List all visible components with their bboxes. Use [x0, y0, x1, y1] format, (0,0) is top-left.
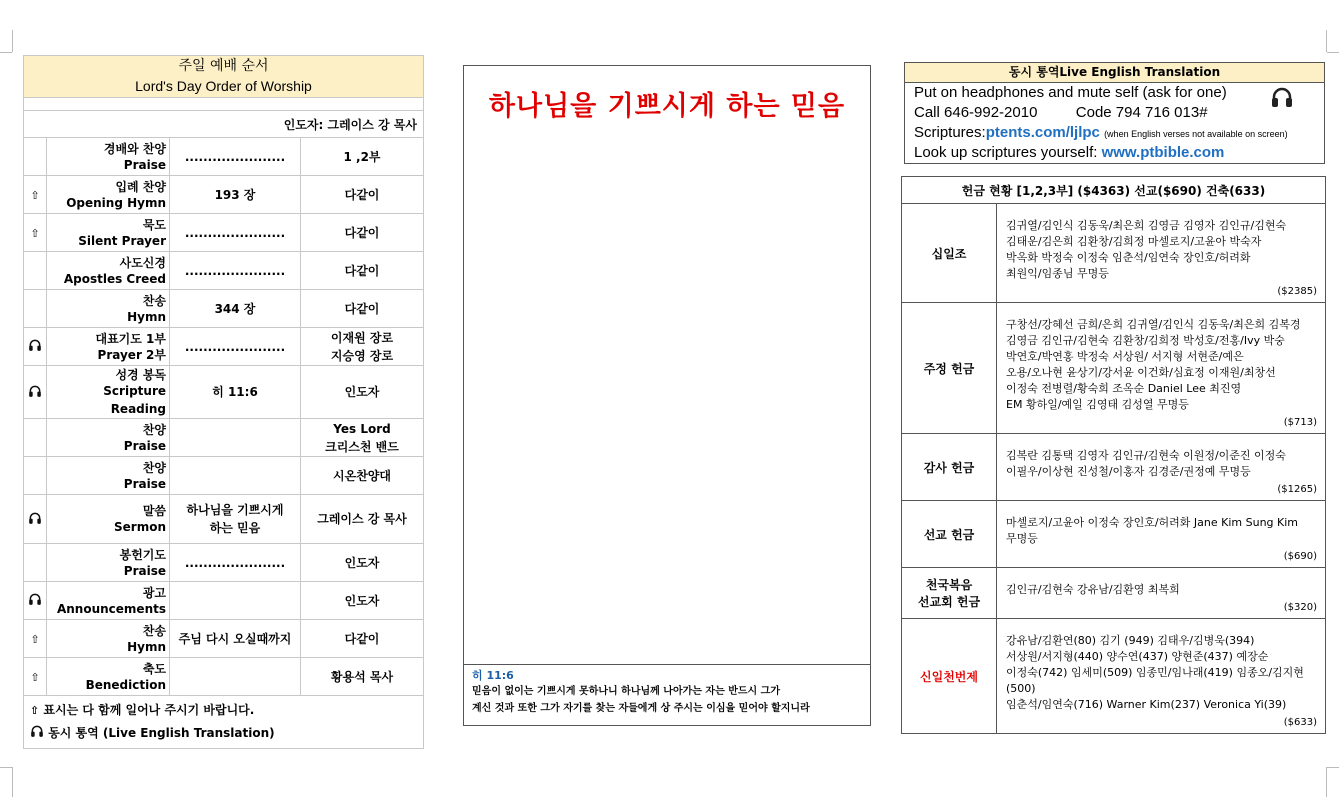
- row-by: [301, 419, 424, 457]
- translation-header: 동시 통역Live English Translation: [905, 63, 1324, 83]
- item-en: Prayer 2부: [97, 347, 166, 362]
- by-text: 다같이: [344, 225, 380, 240]
- donor-line: 박옥화 박정숙 이정숙 임춘석/임연숙 장인호/허려화: [1006, 251, 1251, 264]
- note-translation: 동시 통역 (Live English Translation): [48, 726, 275, 741]
- row-by: [301, 544, 424, 582]
- row-item: [47, 138, 170, 176]
- offering-row: [902, 619, 1326, 734]
- category-label-2: 선교회 헌금: [917, 595, 981, 609]
- row-item: [47, 457, 170, 495]
- sermon-panel: [463, 65, 871, 726]
- stand-up-icon: ⇧: [30, 704, 40, 718]
- donor-line: 김영금 김인규/김현숙 김환창/김희정 박성호/전홍/Ivy 박숭: [1006, 334, 1285, 347]
- row-item: [47, 620, 170, 658]
- offering-header: 헌금 현황 [1,2,3부] ($4363) 선교($690) 건축(633): [902, 177, 1326, 204]
- detail-text: 344 장: [214, 301, 256, 316]
- row-item: [47, 419, 170, 457]
- row-item: [47, 176, 170, 214]
- item-en: Praise: [123, 563, 166, 578]
- worship-row: [24, 620, 424, 658]
- offering-row: [902, 204, 1326, 303]
- donor-line: 김태운/김은희 김환창/김희정 마셀로지/고윤아 박숙자: [1006, 235, 1262, 248]
- detail-text: ......................: [184, 263, 286, 278]
- item-en: Sermon: [114, 520, 166, 534]
- row-detail: [170, 419, 301, 457]
- row-by: [301, 582, 424, 620]
- row-detail: [170, 544, 301, 582]
- detail-text: 193 장: [214, 187, 256, 202]
- donor-line: 구창선/강혜선 금희/은희 김귀열/김인식 김동욱/최은희 김복경: [1006, 318, 1301, 331]
- scriptures-label: Scriptures:: [914, 124, 986, 141]
- row-item: [47, 366, 170, 419]
- row-marker: [24, 419, 47, 457]
- item-ko: 경배와 찬양: [103, 141, 166, 156]
- offering-row: [902, 303, 1326, 434]
- donor-line: 서상원/서지형(440) 양수연(437) 양현준(437) 예장순: [1006, 650, 1269, 663]
- call-code: Code 794 716 013#: [1075, 104, 1208, 121]
- offering-category: [902, 568, 997, 619]
- offering-donors: [997, 204, 1326, 303]
- offering-category: [902, 303, 997, 434]
- item-ko: 대표기도 1부: [95, 331, 166, 346]
- row-by: [301, 328, 424, 366]
- row-detail: [170, 457, 301, 495]
- by-text: 인도자: [344, 555, 380, 570]
- crop-mark: [12, 30, 13, 52]
- row-by: [301, 214, 424, 252]
- scriptures-link[interactable]: ptents.com/ljlpc: [985, 124, 1100, 141]
- donor-line: 마셀로지/고윤아 이정숙 장인호/허려화 Jane Kim Sung Kim: [1006, 516, 1299, 529]
- row-marker: [24, 176, 47, 214]
- donor-line: 김복란 김통택 김영자 김인규/김현숙 이원정/이준진 이정숙: [1006, 449, 1286, 462]
- translation-panel: [904, 62, 1325, 164]
- row-item: [47, 290, 170, 328]
- offering-amount: ($320): [1283, 602, 1317, 613]
- row-detail: [170, 328, 301, 366]
- by-text-2: 지승영 장로: [330, 348, 394, 363]
- headphones-icon: [28, 338, 42, 355]
- translation-scriptures-line: [905, 123, 1324, 143]
- crop-mark: [1326, 30, 1327, 52]
- worship-row: [24, 495, 424, 544]
- crop-mark: [1327, 767, 1339, 768]
- offering-donors: [997, 501, 1326, 568]
- worship-row: [24, 366, 424, 419]
- detail-text: ......................: [184, 339, 286, 354]
- stand-up-icon: ⇧: [30, 632, 40, 646]
- worship-row: [24, 290, 424, 328]
- worship-rows: [24, 138, 424, 696]
- row-by: [301, 176, 424, 214]
- offering-donors: [997, 303, 1326, 434]
- by-text: 시온찬양대: [333, 468, 391, 483]
- by-text: 다같이: [344, 631, 380, 646]
- row-detail: [170, 214, 301, 252]
- donor-line: 김귀열/김인식 김동욱/최은희 김영금 김영자 김인규/김현숙: [1006, 219, 1287, 232]
- worship-title-en: Lord's Day Order of Worship: [135, 78, 312, 94]
- worship-row: [24, 252, 424, 290]
- row-marker: [24, 138, 47, 176]
- detail-text: 하나님을 기쁘시게: [186, 503, 284, 517]
- item-en: Announcements: [56, 601, 166, 616]
- row-item: [47, 495, 170, 544]
- category-label: 감사 헌금: [923, 460, 975, 475]
- row-item: [47, 214, 170, 252]
- row-item: [47, 252, 170, 290]
- item-ko: 묵도: [142, 217, 166, 232]
- offering-category: [902, 619, 997, 734]
- blank-row: [24, 98, 424, 111]
- offering-amount: ($690): [1283, 551, 1317, 562]
- category-label: 천국복음: [925, 578, 973, 592]
- item-ko: 찬양: [142, 422, 166, 437]
- worship-leader: 인도자: 그레이스 강 목사: [24, 111, 424, 138]
- detail-text: ......................: [184, 555, 286, 570]
- worship-title-ko: 주일 예배 순서: [178, 58, 269, 74]
- category-label: 선교 헌금: [923, 527, 975, 542]
- worship-row: [24, 658, 424, 696]
- sermon-title: 하나님을 기쁘시게 하는 믿음: [488, 91, 846, 122]
- row-detail: [170, 176, 301, 214]
- row-detail: [170, 582, 301, 620]
- donor-line: 임춘석/임연숙(716) Warner Kim(237) Veronica Yi(39): [1006, 698, 1287, 711]
- row-marker: [24, 366, 47, 419]
- donor-line: 이정숙 전병렬/황숙희 조옥순 Daniel Lee 최진영: [1006, 382, 1242, 395]
- offering-row: [902, 568, 1326, 619]
- row-by: [301, 366, 424, 419]
- item-en: Hymn: [127, 309, 166, 324]
- donor-line: 박연호/박연홍 박정숙 서상원/ 서지형 서현준/예은: [1006, 350, 1244, 363]
- item-ko: 축도: [142, 661, 166, 676]
- donor-line: 강유남/김환연(80) 김기 (949) 김태우/김병욱(394): [1006, 634, 1255, 647]
- row-by: [301, 252, 424, 290]
- row-item: [47, 582, 170, 620]
- row-detail: [170, 366, 301, 419]
- offering-row: [902, 501, 1326, 568]
- by-text: 이재원 장로: [330, 330, 394, 345]
- worship-order-table: [23, 55, 424, 749]
- row-marker: [24, 252, 47, 290]
- detail-text-2: 하는 믿음: [209, 521, 261, 535]
- item-ko: 봉헌기도: [119, 547, 166, 562]
- scripture-box: [464, 664, 870, 726]
- item-en: Praise: [123, 438, 166, 453]
- offering-rows: [902, 204, 1326, 734]
- row-marker: [24, 328, 47, 366]
- item-ko: 찬양: [142, 460, 166, 475]
- row-marker: [24, 582, 47, 620]
- item-en: Benediction: [85, 677, 166, 692]
- translation-call-line: [905, 103, 1324, 123]
- worship-row: [24, 138, 424, 176]
- row-item: [47, 544, 170, 582]
- crop-mark: [1326, 767, 1327, 797]
- offering-amount: ($1265): [1277, 484, 1317, 495]
- donor-line: 이정숙(742) 임세미(509) 임종민/임나래(419) 임종오/김지현(500): [1006, 666, 1304, 695]
- offering-amount: ($633): [1283, 717, 1317, 728]
- by-text: 다같이: [344, 263, 380, 278]
- offering-amount: ($713): [1283, 417, 1317, 428]
- stand-up-icon: ⇧: [30, 670, 40, 684]
- headphones-icon: [28, 592, 42, 609]
- worship-row: [24, 582, 424, 620]
- scriptures-note: (when English verses not available on screen): [1104, 129, 1288, 139]
- item-en: Praise: [123, 476, 166, 491]
- item-ko: 사도신경: [119, 255, 166, 270]
- item-ko: 찬송: [142, 623, 166, 638]
- item-en: Praise: [123, 157, 166, 172]
- by-text: 다같이: [344, 187, 380, 202]
- stand-up-icon: ⇧: [30, 226, 40, 240]
- by-text: 그레이스 강 목사: [317, 512, 407, 526]
- item-ko: 찬송: [142, 293, 166, 308]
- note-stand: 표시는 다 함께 일어나 주시기 바랍니다.: [43, 703, 255, 718]
- row-detail: [170, 495, 301, 544]
- offering-donors: [997, 619, 1326, 734]
- worship-row: [24, 419, 424, 457]
- by-text: 인도자: [344, 385, 380, 399]
- by-text: 다같이: [344, 301, 380, 316]
- translation-line-headphones: Put on headphones and mute self (ask for one): [914, 84, 1227, 101]
- item-ko: 광고: [142, 585, 166, 600]
- offering-category: [902, 501, 997, 568]
- worship-notes: [24, 696, 424, 749]
- detail-text: ......................: [184, 225, 286, 240]
- category-label: 신일천번제: [920, 669, 978, 684]
- donor-line: 이필우/이상현 진성철/이홍자 김경준/권정예 무명등: [1006, 465, 1251, 478]
- row-marker: [24, 544, 47, 582]
- lookup-link[interactable]: www.ptbible.com: [1101, 144, 1225, 161]
- call-number: Call 646-992-2010: [914, 104, 1038, 121]
- worship-row: [24, 176, 424, 214]
- by-text-2: 크리스천 밴드: [325, 439, 399, 454]
- item-ko: 입례 찬양: [115, 179, 166, 194]
- worship-row: [24, 544, 424, 582]
- row-by: [301, 620, 424, 658]
- row-item: [47, 658, 170, 696]
- offering-category: [902, 434, 997, 501]
- detail-text: 히 11:6: [212, 385, 258, 399]
- scripture-line-1: 믿음이 없이는 기쁘시게 못하나니 하나님께 나아가는 자는 반드시 그가: [472, 686, 780, 697]
- crop-mark: [0, 767, 12, 768]
- row-detail: [170, 138, 301, 176]
- offering-table: [901, 176, 1326, 734]
- donor-line: EM 황하일/예일 김영태 김성열 무명등: [1006, 398, 1189, 411]
- headphones-icon: [28, 511, 42, 528]
- item-en: Apostles Creed: [63, 271, 166, 286]
- offering-row: [902, 434, 1326, 501]
- row-by: [301, 495, 424, 544]
- crop-mark: [0, 52, 12, 53]
- row-marker: [24, 457, 47, 495]
- translation-lookup-line: [905, 143, 1324, 163]
- donor-line: 최원익/임종님 무명등: [1006, 267, 1109, 280]
- category-label: 십일조: [931, 246, 967, 261]
- item-ko: 말씀: [142, 504, 166, 518]
- donor-line: 김인규/김현숙 강유남/김환영 최복희: [1006, 583, 1180, 596]
- lookup-label: Look up scriptures yourself:: [914, 144, 1098, 161]
- row-detail: [170, 290, 301, 328]
- offering-donors: [997, 568, 1326, 619]
- row-by: [301, 290, 424, 328]
- headphones-icon: [28, 384, 42, 401]
- worship-row: [24, 328, 424, 366]
- offering-amount: ($2385): [1277, 286, 1317, 297]
- row-detail: [170, 620, 301, 658]
- row-marker: [24, 214, 47, 252]
- headphones-icon: [1270, 85, 1294, 113]
- worship-row: [24, 457, 424, 495]
- item-en: Silent Prayer: [78, 233, 166, 248]
- by-text: Yes Lord: [333, 421, 391, 436]
- headphones-icon: [30, 723, 44, 745]
- donor-line: 오용/오나현 윤상기/강서윤 이건화/심효정 이재원/최창선: [1006, 366, 1276, 379]
- item-en: Opening Hymn: [66, 195, 166, 210]
- row-item: [47, 328, 170, 366]
- row-detail: [170, 658, 301, 696]
- row-detail: [170, 252, 301, 290]
- scripture-line-2: 계신 것과 또한 그가 자기를 찾는 자들에게 상 주시는 이심을 믿어야 할지니라: [472, 703, 810, 714]
- by-text: 1 ,2부: [343, 149, 381, 164]
- detail-text: 주님 다시 오실때까지: [178, 631, 292, 646]
- crop-mark: [1327, 52, 1339, 53]
- worship-title: [24, 56, 424, 98]
- category-label: 주정 헌금: [923, 361, 975, 376]
- row-marker: [24, 290, 47, 328]
- worship-row: [24, 214, 424, 252]
- item-en: Scripture Reading: [103, 384, 166, 416]
- offering-donors: [997, 434, 1326, 501]
- row-by: [301, 658, 424, 696]
- scripture-reference: 히 11:6: [472, 669, 514, 682]
- row-marker: [24, 495, 47, 544]
- row-by: [301, 457, 424, 495]
- by-text: 황용석 목사: [330, 669, 394, 684]
- crop-mark: [12, 767, 13, 797]
- item-ko: 성경 봉독: [115, 368, 166, 382]
- offering-category: [902, 204, 997, 303]
- row-marker: [24, 658, 47, 696]
- stand-up-icon: ⇧: [30, 188, 40, 202]
- row-marker: [24, 620, 47, 658]
- by-text: 인도자: [344, 593, 380, 608]
- item-en: Hymn: [127, 639, 166, 654]
- row-by: [301, 138, 424, 176]
- donor-line: 무명등: [1006, 532, 1038, 545]
- detail-text: ......................: [184, 149, 286, 164]
